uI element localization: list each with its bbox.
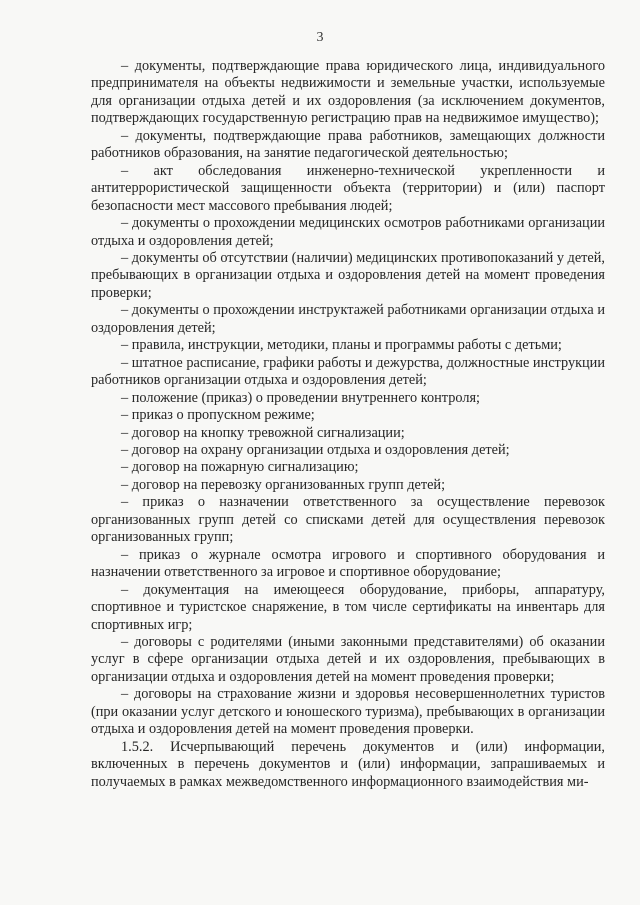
document-body <box>91 58 605 791</box>
paragraph-insurance: – договоры на страхование жизни и здоровья несовершеннолетних туристов (при оказании услуг детского и юношеского туризма), пребывающих в организации отдыха и оздоровления детей на момент проведения проверки. <box>91 686 605 738</box>
paragraph-medical-exams: – документы о прохождении медицинских осмотров работниками организации отдыха и оздоровления детей; <box>91 215 605 249</box>
paragraph-briefings: – документы о прохождении инструктажей работниками организации отдыха и оздоровления детей; <box>91 302 605 336</box>
paragraph-guard-contract: – договор на охрану организации отдыха и оздоровления детей; <box>121 441 510 458</box>
paragraph-equipment-docs: – документация на имеющееся оборудование, приборы, аппаратуру, спортивное и туристское снаряжение, в том числе сертификаты на инвентарь для спортивных игр; <box>91 581 605 633</box>
paragraph-staffing: – штатное расписание, графики работы и дежурства, должностные инструкции работников организации отдыха и оздоровления детей; <box>91 354 605 389</box>
paragraph-property-rights: – документы, подтверждающие права юридического лица, индивидуального предпринимателя на объекты недвижимости и земельные участки, используемые для организации отдыха детей и их оздоровления (за исключением документов, подтверждающих государственную регистрацию прав на недвижимое имущество); <box>91 58 605 127</box>
paragraph-alarm-button: – договор на кнопку тревожной сигнализации; <box>121 424 405 441</box>
paragraph-teacher-rights: – документы, подтверждающие права работников, замещающих должности работников образования, на занятие педагогической деятельностью; <box>91 127 605 162</box>
paragraph-rules-programs: – правила, инструкции, методики, планы и программы работы с детьми; <box>121 337 562 354</box>
paragraph-medical-contraindications: – документы об отсутствии (наличии) медицинских противопоказаний у детей, пребывающих в организации отдыха и оздоровления детей на момент проведения проверки; <box>91 249 605 301</box>
paragraph-transport-responsible: – приказ о назначении ответственного за осуществление перевозок организованных групп детей со списками детей для осуществления перевозок организованных групп; <box>91 494 605 546</box>
page-number: 3 <box>316 30 324 45</box>
paragraph-access-regime: – приказ о пропускном режиме; <box>121 407 315 424</box>
paragraph-security-inspection: – акт обследования инженерно-технической укрепленности и антитеррористической защищенности объекта (территории) и (или) паспорт безопасности мест массового пребывания людей; <box>91 162 605 214</box>
paragraph-equipment-log: – приказ о журнале осмотра игрового и спортивного оборудования и назначении ответственного за игровое и спортивное оборудование; <box>91 546 605 581</box>
paragraph-section-1-5-2: 1.5.2. Исчерпывающий перечень документов и (или) информации, включенных в перечень документов и (или) информации, запрашиваемых и получаемых в рамках межведомственного информационного взаимодействия ми- <box>91 738 605 790</box>
paragraph-fire-alarm: – договор на пожарную сигнализацию; <box>121 459 359 476</box>
paragraph-parent-contracts: – договоры с родителями (иными законными представителями) об оказании услуг в сфере организации отдыха детей и их оздоровления, пребывающих в организации отдыха и оздоровления детей на момент проведения проверки; <box>91 633 605 685</box>
paragraph-transport-contract: – договор на перевозку организованных групп детей; <box>121 476 446 493</box>
paragraph-internal-control: – положение (приказ) о проведении внутреннего контроля; <box>121 389 481 406</box>
